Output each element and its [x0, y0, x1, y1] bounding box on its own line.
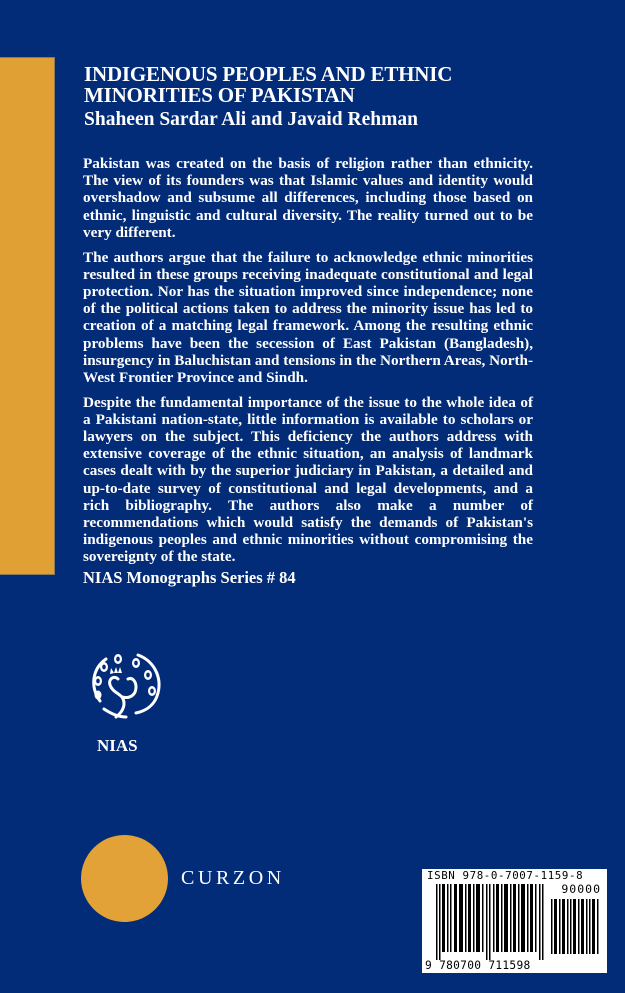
title-line-2: MINORITIES OF PAKISTAN: [84, 83, 355, 107]
curzon-logo-circle-icon: [81, 835, 168, 922]
blurb-paragraph-1: Pakistan was created on the basis of religion rather than ethnicity. The view of its founders was that Islamic values and identity would overshadow and subsume all differences, including those based on ethnic, linguistic and cultural diversity. The reality turned out to be very different.: [83, 155, 533, 241]
title-line-1: INDIGENOUS PEOPLES AND ETHNIC: [84, 62, 453, 86]
isbn-barcode: [422, 869, 607, 973]
barcode-bars-icon: [436, 884, 544, 960]
addon-barcode-bars-icon: [551, 899, 601, 954]
book-title: [84, 64, 604, 106]
price-code: 90000: [561, 882, 601, 896]
book-authors: Shaheen Sardar Ali and Javaid Rehman: [84, 109, 418, 130]
peacock-icon: [88, 651, 164, 727]
blurb-paragraph-2: The authors argue that the failure to acknowledge ethnic minorities resulted in these groups receiving inadequate constitutional and legal protection. Nor has the situation improved since independence; none of the political actions taken to address the minority issue has led to creation of a matching legal framework. Among the resulting ethnic problems have been the secession of East Pakistan (Bangladesh), insurgency in Baluchistan and tensions in the Northern Areas, North-West Frontier Province and Sindh.: [83, 248, 533, 386]
orange-side-bar: [0, 57, 55, 575]
nias-label: NIAS: [97, 736, 138, 755]
ean-digits: 9 780700 711598: [425, 959, 531, 972]
book-blurb: [83, 155, 533, 573]
series-label: NIAS Monographs Series # 84: [83, 568, 296, 587]
isbn-number: ISBN 978-0-7007-1159-8: [427, 869, 584, 882]
publisher-name: CURZON: [181, 867, 285, 889]
blurb-paragraph-3: Despite the fundamental importance of the issue to the whole idea of a Pakistani nation-state, little information is available to scholars or lawyers on the subject. This deficiency the authors address with extensive coverage of the ethnic situation, an analysis of landmark cases dealt with by the superior judiciary in Pakistan, a detailed and up-to-date survey of constitutional and legal developments, and a rich bibliography. The authors also make a number of recommendations which would satisfy the demands of Pakistan's indigenous peoples and ethnic minorities without compromising the sovereignty of the state.: [83, 393, 533, 566]
